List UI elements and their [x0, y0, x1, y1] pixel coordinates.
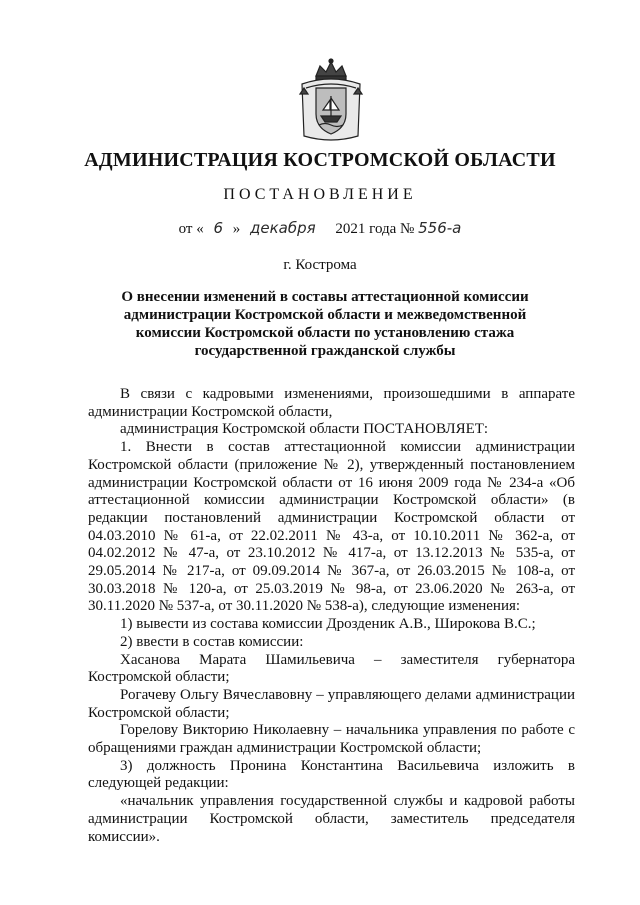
paragraph: 2) ввести в состав комиссии: — [120, 633, 304, 650]
date-year: 2021 года № — [335, 221, 415, 237]
date-month-handwritten: декабря — [250, 219, 316, 237]
document-subject: О внесении изменений в составы аттестационной комиссии администрации Костромской области и межведомственной комиссии Костромской области по установлению стажа государственной гражданской службы — [121, 289, 529, 359]
paragraph: 1. Внести в состав аттестационной комиссии администрации Костромской области (приложение № 2), утвержденный постановлением администрации Костромской области от 16 июня 2009 года № 234-а «Об аттестационной комиссии администрации Костромской области» (в редакции постановлений администрации Костромской области от 04.03.2010 № 61-а, от 22.02.2011 № 43-а, от 10.10.2011 № 362-а, от 04.02.2012 № 47-а, от 23.10.2012 № 417-а, от 13.12.2013 № 535-а, от 29.05.2014 № 217-а, от 09.09.2014 № 367-а, от 26.03.2015 № 108-а, от 30.03.2018 № 120-а, от 25.03.2019 № 98-а, от 23.06.2020 № 263-а, от 30.11.2020 № 537-а, от 30.11.2020 № 538-а), следующие изменения: — [88, 439, 575, 615]
paragraph: Рогачеву Ольгу Вячеславовну – управляющего делами администрации Костромской области; — [88, 686, 575, 721]
date-line — [0, 219, 640, 238]
city: г. Кострома — [283, 257, 357, 273]
date-mid: » — [232, 221, 241, 237]
document-body — [88, 386, 575, 846]
organization-title: АДМИНИСТРАЦИЯ КОСТРОМСКОЙ ОБЛАСТИ — [84, 149, 556, 171]
paragraph: «начальник управления государственной службы и кадровой работы администрации Костромской области, заместитель председателя комиссии». — [88, 793, 575, 845]
date-prefix: от « — [178, 221, 204, 237]
paragraph: 3) должность Пронина Константина Васильевича изложить в следующей редакции: — [88, 757, 575, 792]
document-type: ПОСТАНОВЛЕНИЕ — [223, 186, 417, 203]
date-day-handwritten: 6 — [213, 219, 224, 237]
paragraph: Горелову Викторию Николаевну – начальника управления по работе с обращениями граждан администрации Костромской области; — [88, 722, 575, 757]
paragraph: В связи с кадровыми изменениями, произошедшими в аппарате администрации Костромской области, — [88, 386, 575, 420]
paragraph: 1) вывести из состава комиссии Дрозденик А.В., Широкова В.С.; — [120, 616, 536, 633]
paragraph: Хасанова Марата Шамильевича – заместителя губернатора Костромской области; — [88, 651, 575, 686]
coat-of-arms-emblem — [292, 58, 370, 142]
document-number-handwritten: 556-а — [418, 219, 462, 237]
paragraph: администрация Костромской области ПОСТАНОВЛЯЕТ: — [120, 421, 489, 438]
